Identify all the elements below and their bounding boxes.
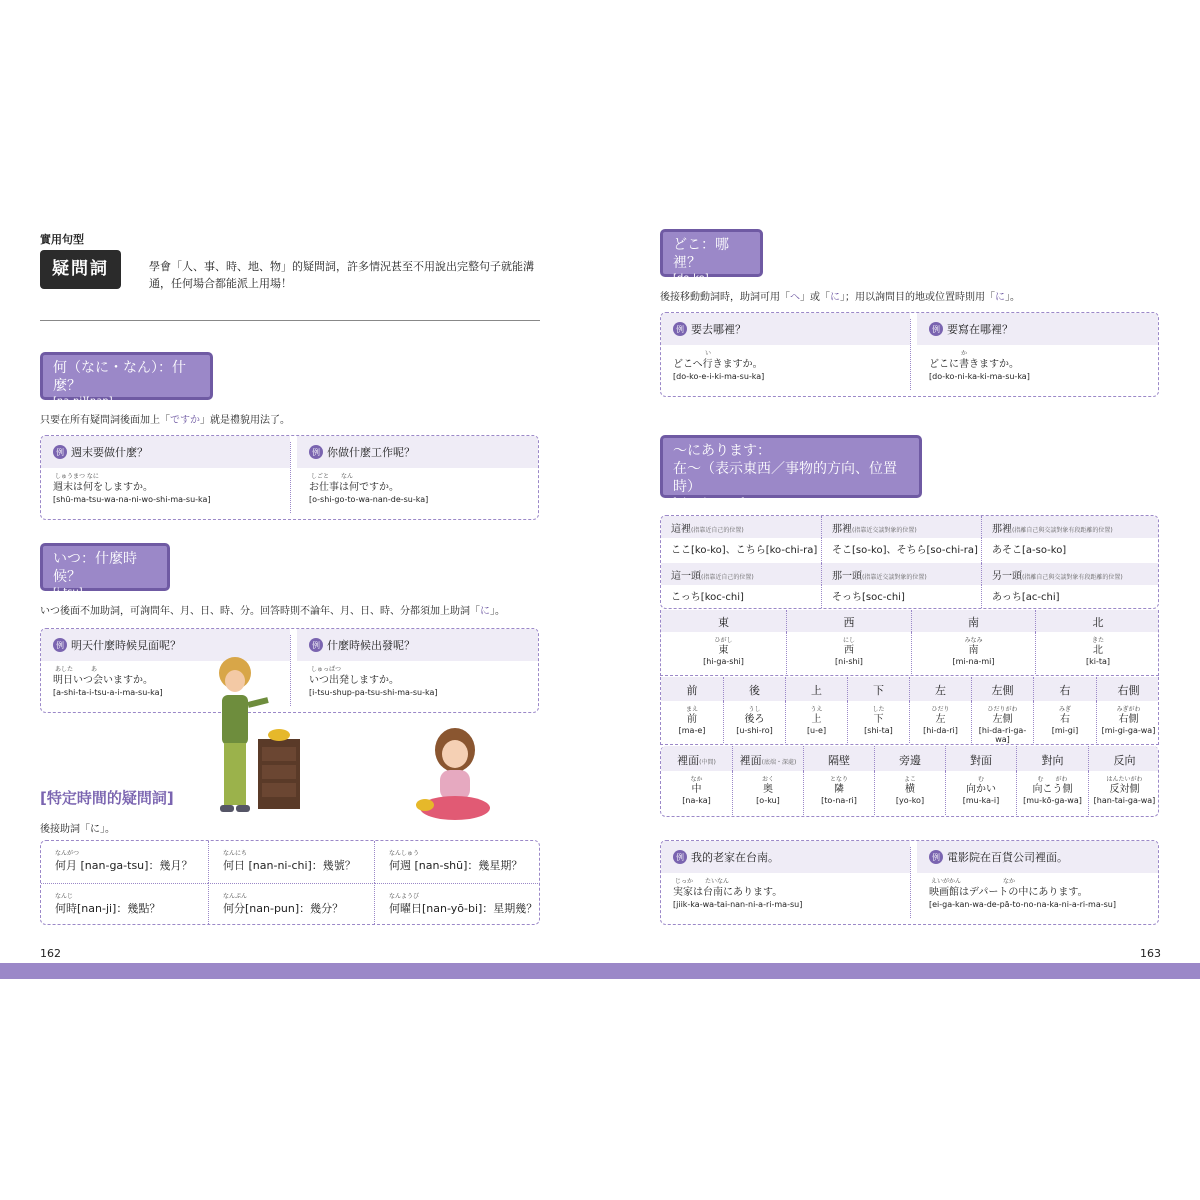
position-kana: まえ	[685, 706, 698, 713]
nani-ex2-ruby: しごと なん	[311, 473, 354, 480]
itsu-ex1-ruby: あした あ	[55, 666, 98, 673]
kosoado-value: ここ[ko-ko]、こちら[ko-chi-ra]	[671, 545, 818, 556]
doko-ex2-label: 要寫在哪裡？	[947, 323, 1013, 336]
compass-romaji: [hi-ga-shi]	[703, 657, 744, 666]
specific-ruby: なんがつ	[55, 850, 80, 857]
final-ex2-label: 電影院在百貨公司裡面。	[947, 851, 1068, 864]
kosoado-term: 那一頭	[832, 571, 862, 582]
nani-ex1-romaji: [shū-ma-tsu-wa-na-ni-wo-shi-ma-su-ka]	[53, 495, 211, 504]
inner-kana: おく	[761, 776, 774, 783]
itsu-ex2-jp: いつ出発しますか。	[309, 675, 399, 686]
inner-label	[1088, 746, 1159, 771]
kosoado-note: (指靠近交談對象的位置)	[862, 574, 927, 581]
compass-kanji: 南	[968, 645, 979, 656]
specific-cell	[374, 883, 540, 925]
example-badge: 例	[929, 322, 943, 336]
final-ex2-ruby: えいがかん なか	[931, 878, 1016, 885]
compass-label	[911, 610, 1035, 632]
nani-ex1-jp: 週末は何をしますか。	[53, 482, 153, 493]
position-romaji: [u-shi-ro]	[736, 726, 773, 735]
kosoado-value: あっち[ac-chi]	[981, 585, 1159, 609]
compass-romaji: [ki-ta]	[1085, 657, 1111, 666]
inner-note: (底端・深處)	[761, 759, 797, 766]
compass-kanji: 北	[1093, 645, 1103, 656]
compass-kanji: 東	[718, 645, 729, 656]
kosoado-term: 另一頭	[992, 571, 1022, 582]
inner-romaji: [yo-ko]	[895, 796, 925, 805]
itsu-heading	[40, 543, 170, 598]
nani-romaji: [na-ni][nan]	[53, 396, 113, 407]
position-kanji: 右側	[1118, 714, 1139, 725]
inner-kanji: 奥	[763, 784, 773, 795]
inner-kanji: 反対側	[1109, 784, 1140, 795]
inner-term: 對面	[970, 754, 992, 767]
position-cell	[971, 701, 1033, 745]
doko-note-hl3: に	[995, 292, 1005, 303]
compass-term: 南	[968, 616, 979, 629]
itsu-ex1-jp: 明日いつ会いますか。	[53, 675, 153, 686]
position-kanji: 右	[1060, 714, 1070, 725]
inner-romaji: [han-tai-ga-wa]	[1093, 796, 1156, 805]
doko-note-b: 」或「	[800, 292, 830, 303]
doko-ex1-label: 要去哪裡？	[691, 323, 746, 336]
kosoado-label	[981, 516, 1159, 538]
final-ex1-jp: 実家は台南にあります。	[673, 887, 783, 898]
specific-ruby: なんじ	[55, 893, 74, 900]
doko-note-d: 」。	[1005, 292, 1020, 303]
inner-label	[803, 746, 874, 771]
inner-kana: はんたいがわ	[1106, 776, 1143, 783]
nani-note	[40, 411, 290, 426]
doko-examples	[660, 312, 1159, 397]
kosoado-term: 那裡	[832, 524, 852, 535]
position-kana: うえ	[810, 706, 823, 713]
position-romaji: [hi-da-ri-ga-wa]	[978, 726, 1027, 744]
doko-ex1-romaji: [do-ko-e-i-ki-ma-su-ka]	[673, 372, 765, 381]
inner-label	[661, 746, 732, 771]
kosoado-value: あそこ[a-so-ko]	[981, 538, 1159, 563]
kosoado-label	[821, 516, 981, 538]
position-term: 上	[811, 684, 822, 697]
itsu-ex2-label: 什麼時候出發呢？	[327, 639, 415, 652]
kosoado-table	[660, 515, 1159, 609]
inner-cell	[661, 771, 732, 815]
specific-text: 何分[nan-pun]：幾分？	[223, 902, 344, 915]
itsu-note	[40, 602, 540, 617]
compass-term: 北	[1092, 616, 1104, 629]
compass-kana: ひがし	[714, 637, 733, 644]
kosoado-note: (指離自己與交談對象有段距離的位置)	[1022, 574, 1123, 581]
position-label	[847, 677, 909, 701]
position-term: 右	[1059, 684, 1071, 697]
compass-cell	[911, 632, 1035, 676]
section-label: 實用句型	[40, 233, 84, 246]
specific-cell	[374, 841, 540, 883]
bottom-bar	[0, 963, 1200, 979]
compass-term: 東	[718, 616, 729, 629]
doko-ex2-romaji: [do-ko-ni-ka-ki-ma-su-ka]	[929, 372, 1030, 381]
inner-kanji: 向かい	[966, 784, 996, 795]
specific-ruby: なんにち	[223, 850, 248, 857]
position-label	[909, 677, 971, 701]
niarimasu-title2: 在〜（表示東西／事物的方向、位置時）	[673, 461, 897, 495]
position-romaji: [ma-e]	[678, 726, 706, 735]
compass-kana: みなみ	[964, 637, 983, 644]
nani-title: 何（なに・なん）：什麼？	[53, 360, 186, 394]
compass-label	[1035, 610, 1159, 632]
niarimasu-title1: 〜にあります：	[673, 443, 771, 459]
kosoado-value: こっち[koc-chi]	[671, 592, 744, 603]
inner-cell	[945, 771, 1016, 815]
inner-term: 裡面	[677, 754, 700, 767]
divider	[40, 320, 540, 321]
inner-kana: む がわ	[1037, 776, 1068, 783]
niarimasu-heading	[660, 435, 922, 508]
position-term: 右側	[1117, 684, 1140, 697]
inner-label	[945, 746, 1016, 771]
kosoado-label	[981, 563, 1159, 585]
position-label	[971, 677, 1033, 701]
example-badge: 例	[673, 850, 687, 864]
specific-title: [特定時間的疑問詞]	[40, 789, 174, 807]
position-romaji: [hi-da-ri]	[923, 726, 958, 735]
itsu-title: いつ：什麼時候？	[53, 551, 137, 585]
position-kana: うし	[748, 706, 761, 713]
inner-term: 反向	[1113, 754, 1136, 767]
inner-kana: む	[977, 776, 984, 783]
example-badge: 例	[309, 638, 323, 652]
itsu-note-hl: に	[480, 606, 490, 617]
compass-cell	[1035, 632, 1159, 676]
position-kanji: 上	[811, 714, 822, 725]
specific-text: 何月 [nan-ga-tsu]：幾月？	[55, 859, 193, 872]
position-romaji: [mi-gi]	[1051, 726, 1079, 735]
specific-ruby: なんしゅう	[389, 850, 420, 857]
compass-kana: にし	[842, 637, 855, 644]
itsu-note-a: いつ後面不加助詞，可詢問年、月、日、時、分。回答時則不論年、月、日、時、分都須加上助詞「	[40, 606, 480, 617]
specific-cell	[41, 841, 208, 883]
final-ex1-romaji: [jiik-ka-wa-tai-nan-ni-a-ri-ma-su]	[673, 900, 803, 909]
position-romaji: [u-e]	[806, 726, 827, 735]
specific-text: 何曜日[nan-yō-bi]：星期幾？	[389, 902, 538, 915]
nani-ex2-label: 你做什麼工作呢？	[327, 446, 415, 459]
doko-note-c: 」；用以詢問目的地或位置時則用「	[840, 292, 995, 303]
position-kana: みぎ	[1058, 706, 1071, 713]
nani-heading	[40, 352, 213, 407]
specific-ruby: なんぷん	[223, 893, 248, 900]
final-ex1-ruby: じっか たいなん	[675, 878, 730, 885]
doko-ex1-jp: どこへ行きますか。	[673, 359, 763, 370]
inner-kanji: 中	[691, 784, 702, 795]
itsu-romaji: [i-tsu]	[53, 587, 83, 598]
kosoado-note: (指靠近自己的位置)	[691, 527, 744, 534]
inner-term: 裡面	[739, 754, 762, 767]
nani-examples	[40, 435, 539, 520]
compass-label	[786, 610, 911, 632]
compass-cell	[661, 632, 786, 676]
doko-ex2-jp: どこに書きますか。	[929, 359, 1019, 370]
page-number-left: 162	[40, 947, 61, 960]
final-ex2-romaji: [ei-ga-kan-wa-de-pā-to-no-na-ka-ni-a-ri-ma-su]	[929, 900, 1116, 909]
inner-romaji: [mu-kō-ga-wa]	[1023, 796, 1082, 805]
inner-kanji: 横	[905, 784, 915, 795]
inner-term: 旁邊	[899, 754, 921, 767]
example-badge: 例	[53, 638, 67, 652]
example-badge: 例	[673, 322, 687, 336]
nani-ex2-romaji: [o-shi-go-to-wa-nan-de-su-ka]	[309, 495, 429, 504]
doko-note-hl2: に	[830, 292, 840, 303]
inner-cell	[1088, 771, 1159, 815]
position-label	[1096, 677, 1159, 701]
position-kanji: 前	[687, 714, 697, 725]
inner-romaji: [o-ku]	[756, 796, 780, 805]
inner-label	[874, 746, 945, 771]
doko-romaji: [do-ko]	[673, 273, 709, 284]
compass-table	[660, 610, 1159, 676]
kosoado-label	[661, 516, 821, 538]
position-kanji: 左側	[992, 714, 1013, 725]
position-romaji: [shi-ta]	[864, 726, 893, 735]
position-cell	[847, 701, 909, 745]
man-on-phone-illustration	[210, 655, 310, 830]
nani-note-a: 只要在所有疑問詞後面加上「	[40, 415, 170, 426]
position-kanji: 後ろ	[744, 714, 765, 725]
compass-label	[661, 610, 786, 632]
position-kana: した	[872, 706, 885, 713]
kosoado-value: そこ[so-ko]、そちら[so-chi-ra]	[821, 538, 981, 563]
inner-kanji: 隣	[834, 784, 844, 795]
kosoado-note: (指靠近自己的位置)	[701, 574, 754, 581]
inner-kana: となり	[829, 776, 848, 783]
position-term: 左側	[991, 684, 1014, 697]
example-badge: 例	[309, 445, 323, 459]
position-kana: ひだり	[931, 706, 950, 713]
position-cell	[723, 701, 785, 745]
inner-kanji: 向こう側	[1032, 784, 1073, 795]
doko-heading	[660, 229, 763, 284]
position-kanji: 下	[873, 714, 884, 725]
position-cell	[785, 701, 847, 745]
example-badge: 例	[53, 445, 67, 459]
inner-cell	[874, 771, 945, 815]
position-label	[1033, 677, 1096, 701]
compass-romaji: [mi-na-mi]	[952, 657, 995, 666]
compass-kana: きた	[1091, 637, 1104, 644]
kosoado-value: そっち[soc-chi]	[821, 585, 981, 609]
intro-text: 學會「人、事、時、地、物」的疑問詞，許多情況甚至不用說出完整句子就能溝通，任何場合都能派上用場！	[149, 260, 534, 290]
kosoado-term: 這一頭	[671, 571, 701, 582]
specific-note: 後接助詞「に」。	[40, 824, 115, 835]
specific-text: 何日 [nan-ni-chi]：幾號？	[223, 859, 356, 872]
position-label	[723, 677, 785, 701]
position-term: 前	[686, 684, 698, 697]
specific-grid	[40, 840, 540, 925]
itsu-ex2-romaji: [i-tsu-shup-pa-tsu-shi-ma-su-ka]	[309, 688, 438, 697]
page-number-right: 163	[1140, 947, 1161, 960]
doko-title: どこ：哪裡？	[673, 237, 729, 271]
example-badge: 例	[929, 850, 943, 864]
compass-romaji: [ni-shi]	[835, 657, 863, 666]
inner-table	[660, 746, 1159, 817]
specific-cell	[208, 841, 375, 883]
nani-ex1-label: 週末要做什麼？	[71, 446, 148, 459]
doko-note-a: 後接移動動詞時，助詞可用「	[660, 292, 790, 303]
final-examples	[660, 840, 1159, 925]
kosoado-note: (指靠近交談對象的位置)	[852, 527, 917, 534]
final-ex2-jp: 映画館はデパートの中にあります。	[929, 887, 1088, 898]
doko-note-hl1: へ	[790, 292, 800, 303]
inner-cell	[732, 771, 803, 815]
itsu-ex1-romaji: [a-shi-ta-i-tsu-a-i-ma-su-ka]	[53, 688, 163, 697]
inner-kana: よこ	[903, 776, 916, 783]
nani-note-b: 」就是禮貌用法了。	[200, 415, 290, 426]
nani-ex1-ruby: しゅうまつ なに	[55, 473, 99, 480]
specific-cell	[208, 883, 375, 925]
compass-term: 西	[843, 616, 855, 629]
doko-note	[660, 288, 1020, 303]
inner-term: 隔壁	[828, 754, 850, 767]
doko-ex2-ruby: か	[961, 350, 968, 357]
position-term: 左	[935, 684, 946, 697]
kosoado-term: 那裡	[992, 524, 1012, 535]
position-kanji: 左	[935, 714, 946, 725]
doko-ex1-ruby: い	[705, 350, 712, 357]
kosoado-note: (指離自己與交談對象有段距離的位置)	[1012, 527, 1113, 534]
inner-cell	[803, 771, 874, 815]
compass-cell	[786, 632, 911, 676]
kosoado-label	[661, 563, 821, 585]
position-kana: ひだりがわ	[987, 706, 1018, 713]
inner-romaji: [na-ka]	[682, 796, 711, 805]
page-title: 疑問詞	[40, 250, 121, 289]
girl-on-phone-illustration	[410, 720, 500, 825]
inner-cell	[1016, 771, 1088, 815]
position-label	[661, 677, 723, 701]
kosoado-term: 這裡	[671, 524, 691, 535]
compass-kanji: 西	[844, 645, 854, 656]
position-kana: みぎがわ	[1116, 706, 1141, 713]
inner-kana: なか	[690, 776, 703, 783]
kosoado-label	[821, 563, 981, 585]
nani-ex2-jp: お仕事は何ですか。	[309, 482, 399, 493]
inner-label	[1016, 746, 1088, 771]
position-cell	[909, 701, 971, 745]
position-cell	[1096, 701, 1159, 745]
inner-romaji: [mu-ka-i]	[962, 796, 1000, 805]
position-cell	[1033, 701, 1096, 745]
niarimasu-romaji: [ni-a-ri-ma-su]	[673, 497, 745, 508]
positions-table	[660, 677, 1159, 745]
itsu-ex2-ruby: しゅっぱつ	[311, 666, 342, 673]
position-term: 下	[873, 684, 884, 697]
position-cell	[661, 701, 723, 745]
specific-cell	[41, 883, 208, 925]
specific-ruby: なんようび	[389, 893, 420, 900]
inner-note: (中間)	[699, 759, 716, 766]
nani-note-hl: ですか	[170, 415, 200, 426]
itsu-note-b: 」。	[490, 606, 505, 617]
position-label	[785, 677, 847, 701]
specific-text: 何週 [nan-shū]：幾星期？	[389, 859, 523, 872]
inner-label	[732, 746, 803, 771]
position-romaji: [mi-gi-ga-wa]	[1101, 726, 1156, 735]
itsu-ex1-label: 明天什麼時候見面呢？	[71, 639, 181, 652]
specific-text: 何時[nan-ji]：幾點？	[55, 902, 161, 915]
inner-term: 對向	[1041, 754, 1064, 767]
inner-romaji: [to-na-ri]	[821, 796, 857, 805]
final-ex1-label: 我的老家在台南。	[691, 851, 779, 864]
position-term: 後	[749, 684, 760, 697]
